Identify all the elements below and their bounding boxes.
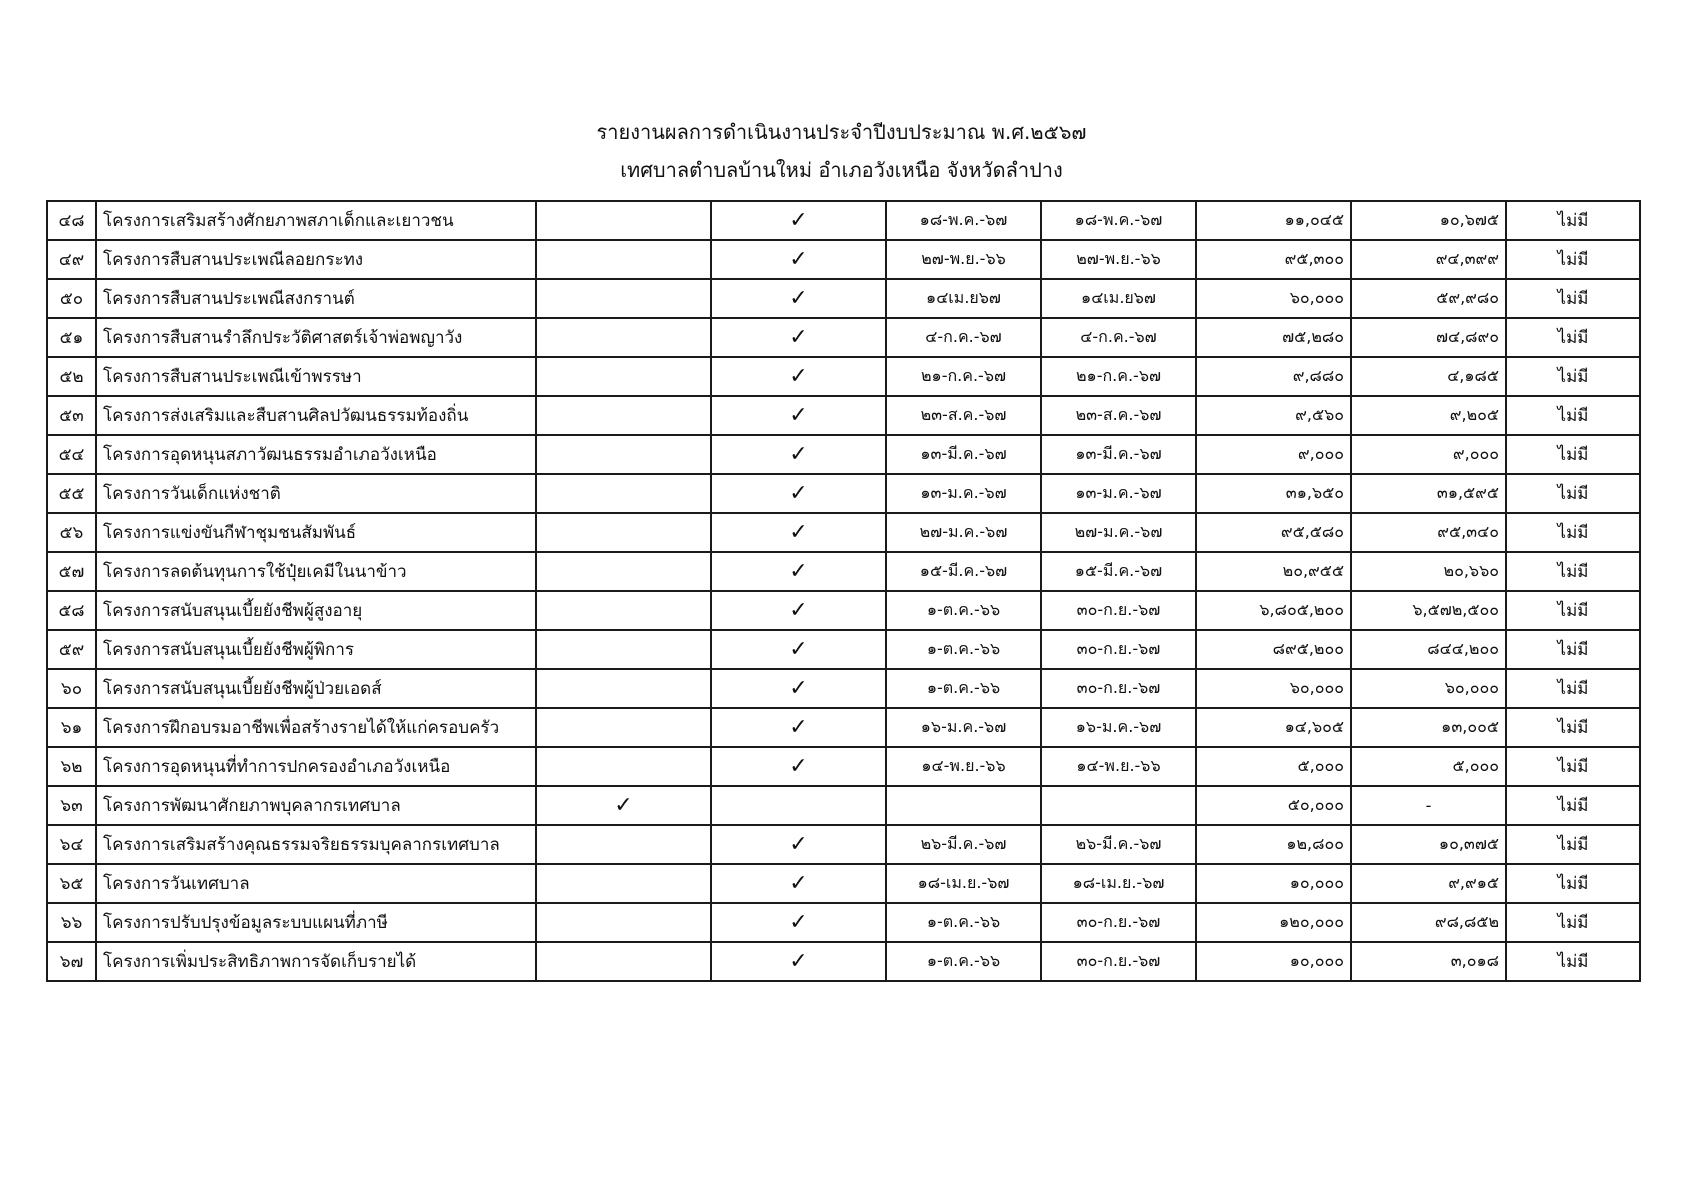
spent-amount: ๑๐,๓๗๕ [1351, 825, 1506, 864]
start-date: ๑๓-มี.ค.-๖๗ [886, 435, 1041, 474]
budget-amount: ๖๐,๐๐๐ [1196, 279, 1351, 318]
problem-note: ไม่มี [1506, 942, 1640, 981]
budget-amount: ๓๑,๖๕๐ [1196, 474, 1351, 513]
project-name: โครงการสนับสนุนเบี้ยยังชีพผู้สูงอายุ [96, 591, 536, 630]
start-date: ๒๗-ม.ค.-๖๗ [886, 513, 1041, 552]
spent-amount: ๙,๒๐๕ [1351, 396, 1506, 435]
project-table-body [47, 201, 1640, 981]
status-done-check: ✓ [711, 279, 886, 318]
project-number: ๖๖ [47, 903, 96, 942]
problem-note: ไม่มี [1506, 396, 1640, 435]
status-not-done-check [536, 903, 711, 942]
spent-amount: ๖,๕๗๒,๕๐๐ [1351, 591, 1506, 630]
end-date: ๓๐-ก.ย.-๖๗ [1041, 669, 1196, 708]
status-done-check: ✓ [711, 357, 886, 396]
status-not-done-check [536, 357, 711, 396]
table-row [47, 786, 1640, 825]
end-date: ๒๗-ม.ค.-๖๗ [1041, 513, 1196, 552]
spent-amount: ๕,๐๐๐ [1351, 747, 1506, 786]
budget-amount: ๙,๘๘๐ [1196, 357, 1351, 396]
status-not-done-check [536, 864, 711, 903]
project-number: ๔๙ [47, 240, 96, 279]
spent-amount: ๑๓,๐๐๕ [1351, 708, 1506, 747]
budget-amount: ๑๐,๐๐๐ [1196, 864, 1351, 903]
start-date: ๑๖-ม.ค.-๖๗ [886, 708, 1041, 747]
budget-amount: ๑๒,๘๐๐ [1196, 825, 1351, 864]
status-done-check: ✓ [711, 474, 886, 513]
table-row [47, 201, 1640, 240]
table-row [47, 435, 1640, 474]
end-date: ๓๐-ก.ย.-๖๗ [1041, 903, 1196, 942]
spent-amount: - [1351, 786, 1506, 825]
status-done-check: ✓ [711, 864, 886, 903]
status-done-check [711, 786, 886, 825]
problem-note: ไม่มี [1506, 669, 1640, 708]
project-number: ๕๔ [47, 435, 96, 474]
table-row [47, 825, 1640, 864]
end-date: ๔-ก.ค.-๖๗ [1041, 318, 1196, 357]
end-date: ๒๑-ก.ค.-๖๗ [1041, 357, 1196, 396]
start-date: ๑-ต.ค.-๖๖ [886, 942, 1041, 981]
budget-amount: ๗๕,๒๘๐ [1196, 318, 1351, 357]
table-row [47, 942, 1640, 981]
budget-amount: ๙๕,๕๘๐ [1196, 513, 1351, 552]
project-number: ๖๒ [47, 747, 96, 786]
budget-amount: ๒๐,๙๕๕ [1196, 552, 1351, 591]
status-done-check: ✓ [711, 513, 886, 552]
status-not-done-check [536, 396, 711, 435]
end-date: ๒๗-พ.ย.-๖๖ [1041, 240, 1196, 279]
status-not-done-check [536, 630, 711, 669]
project-name: โครงการแข่งขันกีฬาชุมชนสัมพันธ์ [96, 513, 536, 552]
status-done-check: ✓ [711, 240, 886, 279]
status-done-check: ✓ [711, 552, 886, 591]
problem-note: ไม่มี [1506, 240, 1640, 279]
table-row [47, 903, 1640, 942]
start-date: ๑๘-เม.ย.-๖๗ [886, 864, 1041, 903]
project-number: ๖๔ [47, 825, 96, 864]
status-done-check: ✓ [711, 825, 886, 864]
status-done-check: ✓ [711, 396, 886, 435]
project-name: โครงการพัฒนาศักยภาพบุคลากรเทศบาล [96, 786, 536, 825]
report-title: รายงานผลการดำเนินงานประจำปีงบประมาณ พ.ศ.๒๕๖๗ [596, 120, 1087, 144]
project-name: โครงการสืบสานประเพณีสงกรานต์ [96, 279, 536, 318]
status-not-done-check: ✓ [536, 786, 711, 825]
project-number: ๖๗ [47, 942, 96, 981]
start-date: ๒๓-ส.ค.-๖๗ [886, 396, 1041, 435]
start-date: ๒๗-พ.ย.-๖๖ [886, 240, 1041, 279]
start-date: ๒๑-ก.ค.-๖๗ [886, 357, 1041, 396]
project-table [46, 200, 1641, 982]
end-date: ๑๔เม.ย๖๗ [1041, 279, 1196, 318]
status-not-done-check [536, 747, 711, 786]
project-name: โครงการเพิ่มประสิทธิภาพการจัดเก็บรายได้ [96, 942, 536, 981]
budget-amount: ๘๙๕,๒๐๐ [1196, 630, 1351, 669]
project-number: ๖๕ [47, 864, 96, 903]
table-row [47, 864, 1640, 903]
budget-amount: ๙,๕๖๐ [1196, 396, 1351, 435]
status-not-done-check [536, 474, 711, 513]
problem-note: ไม่มี [1506, 864, 1640, 903]
problem-note: ไม่มี [1506, 513, 1640, 552]
status-not-done-check [536, 279, 711, 318]
end-date: ๓๐-ก.ย.-๖๗ [1041, 591, 1196, 630]
project-name: โครงการสืบสานประเพณีเข้าพรรษา [96, 357, 536, 396]
project-number: ๕๘ [47, 591, 96, 630]
status-done-check: ✓ [711, 747, 886, 786]
status-not-done-check [536, 591, 711, 630]
spent-amount: ๒๐,๖๖๐ [1351, 552, 1506, 591]
status-done-check: ✓ [711, 318, 886, 357]
spent-amount: ๖๐,๐๐๐ [1351, 669, 1506, 708]
status-not-done-check [536, 708, 711, 747]
status-done-check: ✓ [711, 669, 886, 708]
project-name: โครงการฝึกอบรมอาชีพเพื่อสร้างรายได้ให้แก่ครอบครัว [96, 708, 536, 747]
end-date: ๑๘-เม.ย.-๖๗ [1041, 864, 1196, 903]
spent-amount: ๗๔,๘๙๐ [1351, 318, 1506, 357]
table-row [47, 708, 1640, 747]
project-number: ๕๕ [47, 474, 96, 513]
status-done-check: ✓ [711, 942, 886, 981]
problem-note: ไม่มี [1506, 591, 1640, 630]
project-name: โครงการวันเทศบาล [96, 864, 536, 903]
spent-amount: ๙๕,๓๔๐ [1351, 513, 1506, 552]
budget-amount: ๖๐,๐๐๐ [1196, 669, 1351, 708]
start-date: ๑๔-พ.ย.-๖๖ [886, 747, 1041, 786]
table-row [47, 669, 1640, 708]
end-date: ๑๓-ม.ค.-๖๗ [1041, 474, 1196, 513]
start-date: ๑-ต.ค.-๖๖ [886, 903, 1041, 942]
project-name: โครงการสืบสานรำลึกประวัติศาสตร์เจ้าพ่อพญาวัง [96, 318, 536, 357]
start-date: ๑-ต.ค.-๖๖ [886, 591, 1041, 630]
table-row [47, 513, 1640, 552]
status-done-check: ✓ [711, 903, 886, 942]
project-name: โครงการอุดหนุนสภาวัฒนธรรมอำเภอวังเหนือ [96, 435, 536, 474]
spent-amount: ๙๔,๓๙๙ [1351, 240, 1506, 279]
end-date [1041, 786, 1196, 825]
project-name: โครงการวันเด็กแห่งชาติ [96, 474, 536, 513]
problem-note: ไม่มี [1506, 474, 1640, 513]
spent-amount: ๑๐,๖๗๕ [1351, 201, 1506, 240]
start-date: ๑-ต.ค.-๖๖ [886, 669, 1041, 708]
project-number: ๕๐ [47, 279, 96, 318]
budget-amount: ๙,๐๐๐ [1196, 435, 1351, 474]
table-row [47, 357, 1640, 396]
problem-note: ไม่มี [1506, 825, 1640, 864]
end-date: ๑๘-พ.ค.-๖๗ [1041, 201, 1196, 240]
status-not-done-check [536, 669, 711, 708]
table-row [47, 318, 1640, 357]
status-not-done-check [536, 825, 711, 864]
spent-amount: ๘๔๔,๒๐๐ [1351, 630, 1506, 669]
table-row [47, 396, 1640, 435]
end-date: ๑๖-ม.ค.-๖๗ [1041, 708, 1196, 747]
problem-note: ไม่มี [1506, 747, 1640, 786]
end-date: ๓๐-ก.ย.-๖๗ [1041, 630, 1196, 669]
end-date: ๒๓-ส.ค.-๖๗ [1041, 396, 1196, 435]
report-subtitle: เทศบาลตำบลบ้านใหม่ อำเภอวังเหนือ จังหวัดลำปาง [620, 158, 1063, 182]
project-name: โครงการสืบสานประเพณีลอยกระทง [96, 240, 536, 279]
start-date [886, 786, 1041, 825]
project-number: ๕๖ [47, 513, 96, 552]
problem-note: ไม่มี [1506, 786, 1640, 825]
start-date: ๑-ต.ค.-๖๖ [886, 630, 1041, 669]
table-row [47, 747, 1640, 786]
project-name: โครงการสนับสนุนเบี้ยยังชีพผู้ป่วยเอดส์ [96, 669, 536, 708]
spent-amount: ๔,๑๘๕ [1351, 357, 1506, 396]
budget-amount: ๙๕,๓๐๐ [1196, 240, 1351, 279]
status-not-done-check [536, 942, 711, 981]
status-not-done-check [536, 513, 711, 552]
start-date: ๑๕-มี.ค.-๖๗ [886, 552, 1041, 591]
spent-amount: ๕๙,๙๘๐ [1351, 279, 1506, 318]
table-row [47, 552, 1640, 591]
problem-note: ไม่มี [1506, 552, 1640, 591]
problem-note: ไม่มี [1506, 201, 1640, 240]
project-name: โครงการเสริมสร้างคุณธรรมจริยธรรมบุคลากรเทศบาล [96, 825, 536, 864]
project-name: โครงการเสริมสร้างศักยภาพสภาเด็กและเยาวชน [96, 201, 536, 240]
problem-note: ไม่มี [1506, 357, 1640, 396]
start-date: ๒๖-มี.ค.-๖๗ [886, 825, 1041, 864]
table-row [47, 630, 1640, 669]
spent-amount: ๙,๙๑๕ [1351, 864, 1506, 903]
status-done-check: ✓ [711, 708, 886, 747]
project-number: ๕๑ [47, 318, 96, 357]
status-not-done-check [536, 240, 711, 279]
start-date: ๑๔เม.ย๖๗ [886, 279, 1041, 318]
budget-amount: ๕,๐๐๐ [1196, 747, 1351, 786]
status-done-check: ✓ [711, 201, 886, 240]
project-number: ๕๙ [47, 630, 96, 669]
project-number: ๖๐ [47, 669, 96, 708]
start-date: ๑๓-ม.ค.-๖๗ [886, 474, 1041, 513]
status-done-check: ✓ [711, 630, 886, 669]
budget-amount: ๑๑,๐๔๕ [1196, 201, 1351, 240]
table-row [47, 474, 1640, 513]
status-not-done-check [536, 435, 711, 474]
table-row [47, 279, 1640, 318]
spent-amount: ๓๑,๕๙๕ [1351, 474, 1506, 513]
start-date: ๑๘-พ.ค.-๖๗ [886, 201, 1041, 240]
end-date: ๑๔-พ.ย.-๖๖ [1041, 747, 1196, 786]
budget-amount: ๑๒๐,๐๐๐ [1196, 903, 1351, 942]
project-name: โครงการสนับสนุนเบี้ยยังชีพผู้พิการ [96, 630, 536, 669]
budget-amount: ๑๔,๖๐๕ [1196, 708, 1351, 747]
table-row [47, 591, 1640, 630]
budget-amount: ๕๐,๐๐๐ [1196, 786, 1351, 825]
end-date: ๑๓-มี.ค.-๖๗ [1041, 435, 1196, 474]
status-not-done-check [536, 552, 711, 591]
project-number: ๕๓ [47, 396, 96, 435]
project-number: ๕๒ [47, 357, 96, 396]
project-name: โครงการส่งเสริมและสืบสานศิลปวัฒนธรรมท้องถิ่น [96, 396, 536, 435]
problem-note: ไม่มี [1506, 630, 1640, 669]
spent-amount: ๙,๐๐๐ [1351, 435, 1506, 474]
end-date: ๓๐-ก.ย.-๖๗ [1041, 942, 1196, 981]
spent-amount: ๓,๐๑๘ [1351, 942, 1506, 981]
project-number: ๖๓ [47, 786, 96, 825]
status-done-check: ✓ [711, 591, 886, 630]
budget-amount: ๖,๘๐๕,๒๐๐ [1196, 591, 1351, 630]
status-not-done-check [536, 201, 711, 240]
problem-note: ไม่มี [1506, 903, 1640, 942]
budget-amount: ๑๐,๐๐๐ [1196, 942, 1351, 981]
project-number: ๔๘ [47, 201, 96, 240]
project-number: ๕๗ [47, 552, 96, 591]
project-number: ๖๑ [47, 708, 96, 747]
status-not-done-check [536, 318, 711, 357]
status-done-check: ✓ [711, 435, 886, 474]
spent-amount: ๙๘,๘๕๒ [1351, 903, 1506, 942]
problem-note: ไม่มี [1506, 708, 1640, 747]
project-name: โครงการลดต้นทุนการใช้ปุ๋ยเคมีในนาข้าว [96, 552, 536, 591]
end-date: ๒๖-มี.ค.-๖๗ [1041, 825, 1196, 864]
end-date: ๑๕-มี.ค.-๖๗ [1041, 552, 1196, 591]
project-name: โครงการปรับปรุงข้อมูลระบบแผนที่ภาษี [96, 903, 536, 942]
problem-note: ไม่มี [1506, 318, 1640, 357]
table-row [47, 240, 1640, 279]
problem-note: ไม่มี [1506, 435, 1640, 474]
start-date: ๔-ก.ค.-๖๗ [886, 318, 1041, 357]
problem-note: ไม่มี [1506, 279, 1640, 318]
project-name: โครงการอุดหนุนที่ทำการปกครองอำเภอวังเหนือ [96, 747, 536, 786]
